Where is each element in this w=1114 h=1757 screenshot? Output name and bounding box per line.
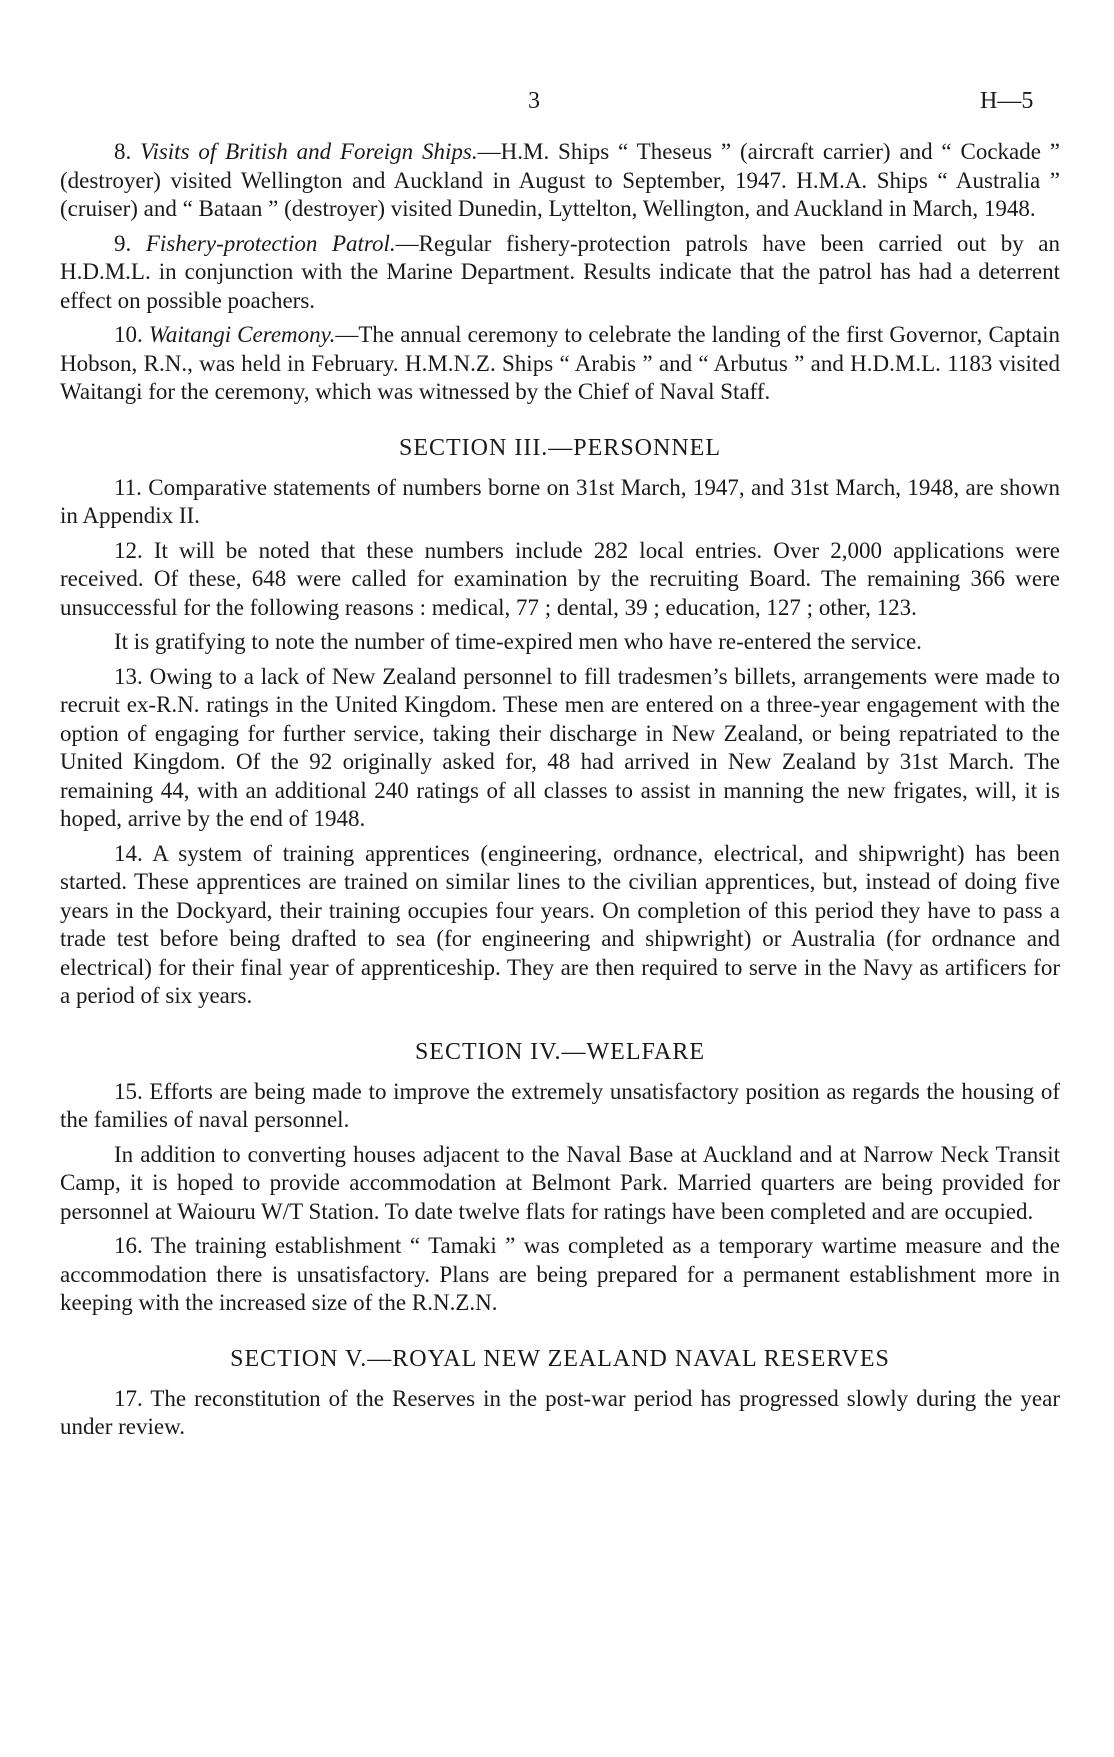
page-code: H—5 — [980, 88, 1034, 114]
paragraph-12: 12. It will be noted that these numbers include 282 local entries. Over 2,000 applications were received. Of these, 648 were called for examination by the recruiting Board. The remaining 366 were unsuccessful for the following reasons : medical, 77 ; dental, 39 ; education, 127 ; other, 123. — [60, 537, 1060, 620]
page-number: 3 — [528, 88, 540, 114]
paragraph-8 — [60, 138, 1060, 224]
paragraph-title: Fishery-protection Patrol. — [145, 230, 396, 256]
paragraph-number: 8. — [114, 139, 132, 164]
paragraph-16: 16. The training establishment “ Tamaki ” was completed as a temporary wartime measure and the accommodation there is unsatisfactory. Plans are being prepared for a permanent establishment more in keeping with the increased size of the R.N.Z.N. — [60, 1233, 1060, 1315]
paragraph-title: Waitangi Ceremony. — [148, 322, 336, 347]
paragraph-11: 11. Comparative statements of numbers borne on 31st March, 1947, and 31st March, 1948, are shown in Appendix II. — [60, 474, 1060, 528]
paragraph-9 — [60, 230, 1060, 316]
section-heading-naval-reserves: SECTION V.—ROYAL NEW ZEALAND NAVAL RESERVES — [230, 1345, 890, 1372]
paragraph-text: —Regular fishery-protection patrols have been carried out by an H.D.M.L. in conjunction with the Marine Department. Results indicate that the patrol has had a deterrent effect on possible poachers. — [60, 230, 1061, 313]
paragraph-text: —H.M. Ships “ Theseus ” (aircraft carrier) and “ Cockade ” (destroyer) visited Wellington and Auckland in August to September, 1947. H.M.A. Ships “ Australia ” (cruiser) and “ Bataan ” (destroyer) visited Dunedin, Lyttelton, Wellington, and Auckland in March, 1948. — [60, 139, 1061, 221]
paragraph-13: 13. Owing to a lack of New Zealand personnel to fill tradesmen’s billets, arrangements were made to recruit ex-R.N. ratings in the United Kingdom. These men are entered on a three-year engagement with the option of engaging for further service, taking their discharge in New Zealand, or being repatriated to the United Kingdom. Of the 92 originally asked for, 48 had arrived in New Zealand by 31st March. The remaining 44, with an additional 240 ratings of all classes to assist in manning the new frigates, will, it is hoped, arrive by the end of 1948. — [60, 663, 1060, 831]
paragraph-10 — [60, 321, 1060, 407]
document-body — [60, 138, 1060, 1448]
section-heading-welfare: SECTION IV.—WELFARE — [414, 1038, 706, 1065]
paragraph-15: 15. Efforts are being made to improve the extremely unsatisfactory position as regards the housing of the families of naval personnel. — [60, 1078, 1060, 1132]
paragraph-number: 10. — [114, 322, 143, 347]
paragraph-17: 17. The reconstitution of the Reserves in the post-war period has progressed slowly during the year under review. — [60, 1385, 1060, 1439]
paragraph-14: 14. A system of training apprentices (engineering, ordnance, electrical, and shipwright) has been started. These apprentices are trained on similar lines to the civilian apprentices, but, instead of doing five years in the Dockyard, their training occupies four years. On completion of this period they have to pass a trade test before being drafted to sea (for engineering and shipwright) or Australia (for ordnance and electrical) for their final year of apprenticeship. They are then required to serve in the Navy as artificers for a period of six years. — [60, 840, 1060, 1008]
paragraph-12-continued: It is gratifying to note the number of time-expired men who have re-entered the service. — [114, 629, 922, 654]
paragraph-text: —The annual ceremony to celebrate the landing of the first Governor, Captain Hobson, R.N., was held in February. H.M.N.Z. Ships “ Arabis ” and “ Arbutus ” and H.D.M.L. 1183 visited Waitangi for the ceremony, which was witnessed by the Chief of Naval Staff. — [60, 322, 1061, 404]
paragraph-title: Visits of British and Foreign Ships. — [140, 139, 478, 164]
section-heading-personnel: SECTION III.—PERSONNEL — [399, 434, 721, 461]
page-header — [0, 88, 1114, 128]
paragraph-15-continued: In addition to converting houses adjacent to the Naval Base at Auckland and at Narrow Neck Transit Camp, it is hoped to provide accommodation at Belmont Park. Married quarters are being provided for personnel at Waiouru W/T Station. To date twelve flats for ratings have been completed and are occupied. — [60, 1141, 1060, 1224]
paragraph-number: 9. — [114, 230, 132, 256]
